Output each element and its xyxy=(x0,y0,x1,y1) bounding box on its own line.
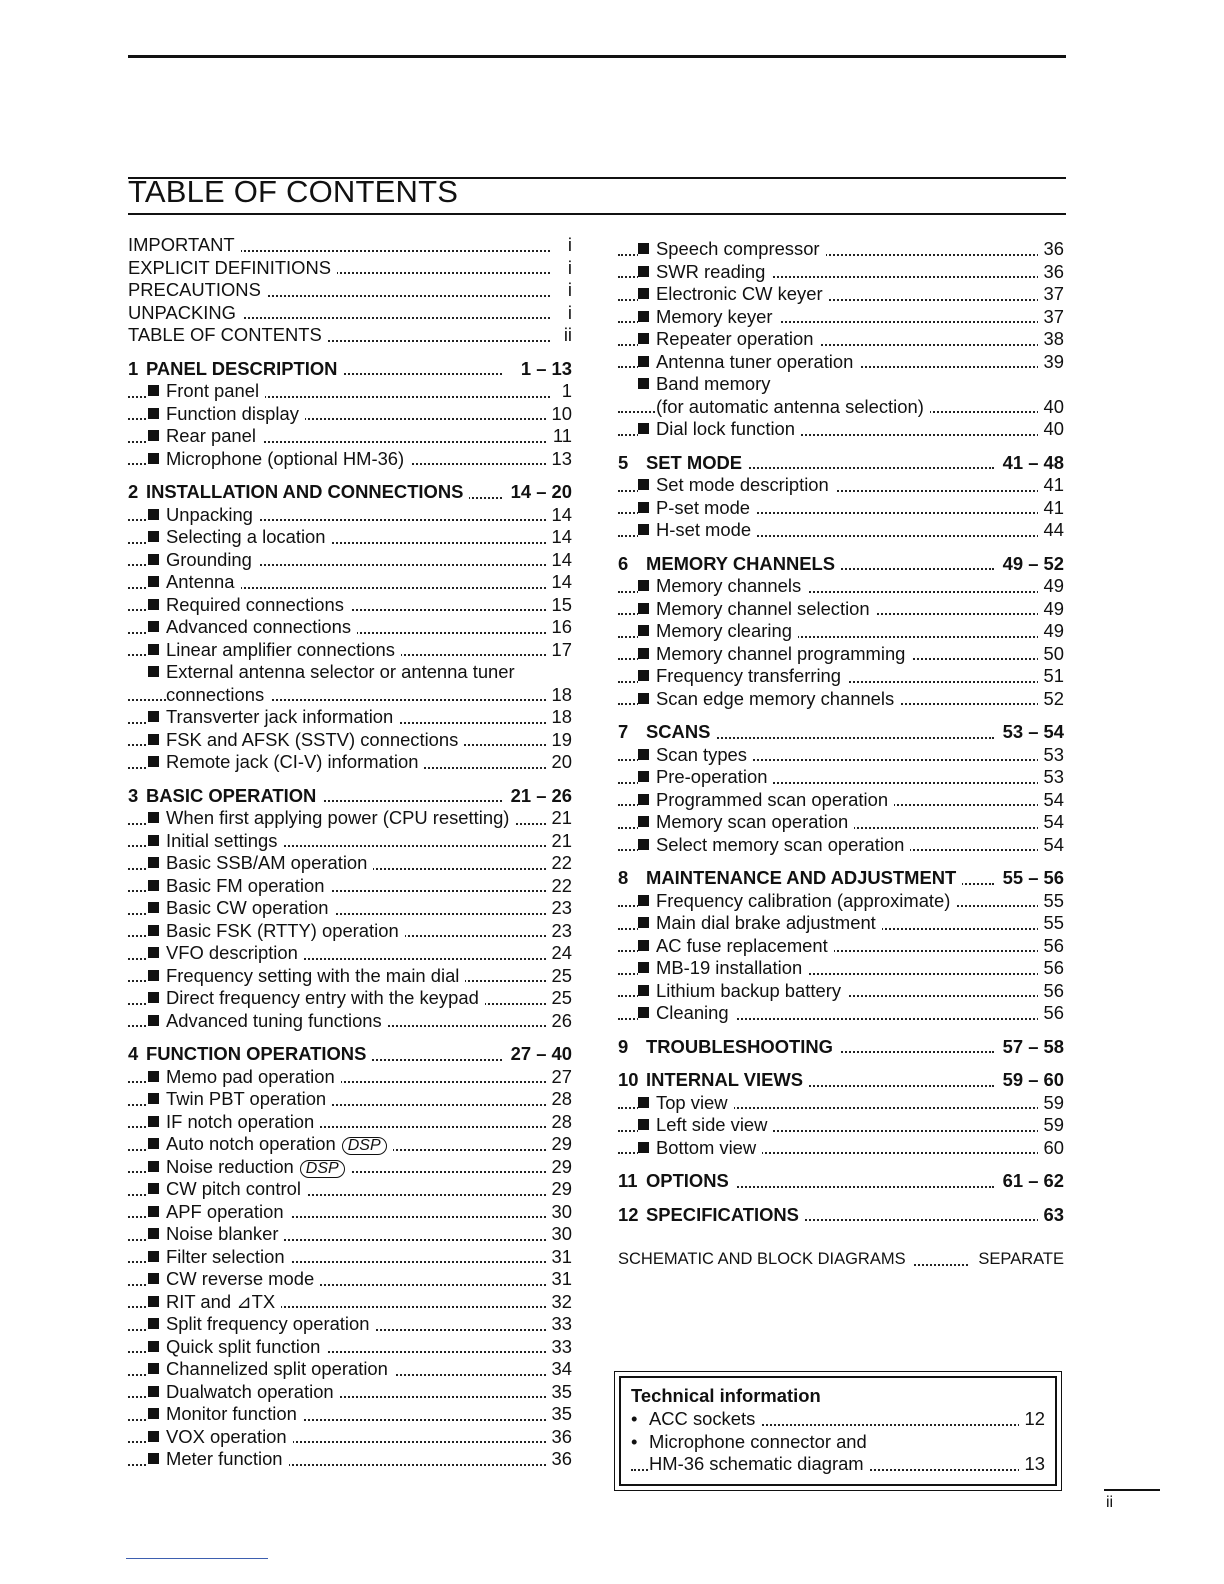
bullet-icon: • xyxy=(631,1408,638,1429)
square-bullet-icon xyxy=(638,479,649,490)
toc-entry[interactable]: Scan types 53 xyxy=(618,744,1064,767)
square-bullet-icon xyxy=(148,1318,159,1329)
section-heading-5[interactable]: 5 SET MODE 41 – 48 xyxy=(618,451,1064,473)
toc-entry[interactable]: Frequency calibration (approximate) 55 xyxy=(618,890,1064,913)
toc-entry[interactable]: CW pitch control 29 xyxy=(128,1178,572,1201)
toc-entry[interactable]: Lithium backup battery 56 xyxy=(618,980,1064,1003)
toc-entry[interactable]: IF notch operation 28 xyxy=(128,1111,572,1134)
square-bullet-icon xyxy=(148,1431,159,1442)
square-bullet-icon xyxy=(148,1296,159,1307)
toc-entry[interactable]: EXPLICIT DEFINITIONS i xyxy=(128,256,572,278)
toc-entry[interactable]: Required connections 15 xyxy=(128,594,572,617)
toc-entry[interactable]: Channelized split operation 34 xyxy=(128,1358,572,1381)
toc-entry[interactable]: Basic FSK (RTTY) operation 23 xyxy=(128,920,572,943)
square-bullet-icon xyxy=(148,621,159,632)
square-bullet-icon xyxy=(638,502,649,513)
square-bullet-icon xyxy=(148,756,159,767)
toc-entry[interactable]: PRECAUTIONS i xyxy=(128,279,572,300)
tech-entry[interactable]: • Microphone connector and xyxy=(631,1431,1045,1454)
square-bullet-icon xyxy=(148,902,159,913)
toc-entry[interactable]: RIT and ⊿TX 32 xyxy=(128,1291,572,1314)
toc-entry-continuation[interactable]: connections 18 xyxy=(128,684,572,707)
toc-entry[interactable]: Pre-operation 53 xyxy=(618,766,1064,789)
bullet-icon: • xyxy=(631,1430,638,1452)
square-bullet-icon xyxy=(638,648,649,659)
title-bottom-rule xyxy=(128,213,1066,215)
toc-entry[interactable]: Selecting a location 14 xyxy=(128,526,572,549)
dsp-badge: DSP xyxy=(342,1137,387,1155)
toc-entry[interactable]: Front panel 1 xyxy=(128,380,572,403)
square-bullet-icon xyxy=(148,554,159,565)
square-bullet-icon xyxy=(638,288,649,299)
toc-entry[interactable]: Noise reduction DSP 29 xyxy=(128,1156,572,1179)
toc-entry[interactable]: Antenna tuner operation 39 xyxy=(618,351,1064,374)
square-bullet-icon xyxy=(638,243,649,254)
toc-entry[interactable]: P-set mode 41 xyxy=(618,497,1064,520)
square-bullet-icon xyxy=(638,940,649,951)
toc-entry[interactable]: Function display 10 xyxy=(128,403,572,426)
toc-entry[interactable]: Dualwatch operation 35 xyxy=(128,1381,572,1404)
square-bullet-icon xyxy=(638,524,649,535)
technical-information-title: Technical information xyxy=(631,1385,821,1406)
toc-entry[interactable]: Scan edge memory channels 52 xyxy=(618,688,1064,711)
toc-entry[interactable]: Memory clearing 49 xyxy=(618,620,1064,643)
section-heading-1[interactable]: 1 PANEL DESCRIPTION 1 – 13 xyxy=(128,357,572,379)
square-bullet-icon xyxy=(148,509,159,520)
toc-entry[interactable]: CW reverse mode 31 xyxy=(128,1268,572,1291)
square-bullet-icon xyxy=(148,408,159,419)
toc-entry[interactable]: Rear panel 11 xyxy=(128,425,572,448)
toc-entry[interactable]: Memo pad operation 27 xyxy=(128,1066,572,1089)
toc-entry[interactable]: Advanced tuning functions 26 xyxy=(128,1010,572,1033)
square-bullet-icon xyxy=(638,378,649,389)
square-bullet-icon xyxy=(148,1408,159,1419)
section-heading-9[interactable]: 9 TROUBLESHOOTING 57 – 58 xyxy=(618,1035,1064,1057)
toc-entry[interactable]: Basic SSB/AM operation 22 xyxy=(128,852,572,875)
square-bullet-icon xyxy=(638,816,649,827)
square-bullet-icon xyxy=(148,1183,159,1194)
toc-entry[interactable]: Top view 59 xyxy=(618,1092,1064,1115)
square-bullet-icon xyxy=(148,1228,159,1239)
toc-entry[interactable]: Transverter jack information 18 xyxy=(128,706,572,729)
square-bullet-icon xyxy=(638,895,649,906)
square-bullet-icon xyxy=(638,1119,649,1130)
toc-entry[interactable]: Dial lock function 40 xyxy=(618,418,1064,441)
toc-entry[interactable]: Meter function 36 xyxy=(128,1448,572,1471)
square-bullet-icon xyxy=(148,992,159,1003)
square-bullet-icon xyxy=(638,423,649,434)
square-bullet-icon xyxy=(148,666,159,677)
square-bullet-icon xyxy=(638,839,649,850)
toc-entry[interactable]: Noise blanker 30 xyxy=(128,1223,572,1246)
toc-entry[interactable]: MB-19 installation 56 xyxy=(618,957,1064,980)
toc-entry[interactable]: Cleaning 56 xyxy=(618,1002,1064,1025)
dsp-badge: DSP xyxy=(300,1160,345,1178)
toc-entry[interactable]: TABLE OF CONTENTS ii xyxy=(128,324,572,345)
square-bullet-icon xyxy=(148,1273,159,1284)
square-bullet-icon xyxy=(638,625,649,636)
toc-entry[interactable]: Unpacking 14 xyxy=(128,504,572,527)
square-bullet-icon xyxy=(148,599,159,610)
section-heading-10[interactable]: 10 INTERNAL VIEWS 59 – 60 xyxy=(618,1069,1064,1090)
toc-entry[interactable]: Main dial brake adjustment 55 xyxy=(618,912,1064,935)
square-bullet-icon xyxy=(638,311,649,322)
square-bullet-icon xyxy=(638,962,649,973)
toc-entry[interactable]: APF operation 30 xyxy=(128,1201,572,1224)
square-bullet-icon xyxy=(148,1206,159,1217)
square-bullet-icon xyxy=(148,1453,159,1464)
toc-entry[interactable]: FSK and AFSK (SSTV) connections 19 xyxy=(128,729,572,752)
square-bullet-icon xyxy=(148,531,159,542)
toc-entry[interactable]: VOX operation 36 xyxy=(128,1426,572,1449)
front-matter-group xyxy=(128,234,572,347)
toc-entry[interactable]: Memory keyer 37 xyxy=(618,306,1064,329)
toc-entry[interactable]: Auto notch operation DSP 29 xyxy=(128,1133,572,1156)
square-bullet-icon xyxy=(148,1093,159,1104)
toc-entry[interactable]: IMPORTANT i xyxy=(128,234,572,255)
square-bullet-icon xyxy=(148,1341,159,1352)
section-heading-7[interactable]: 7 SCANS 53 – 54 xyxy=(618,721,1064,742)
square-bullet-icon xyxy=(148,430,159,441)
toc-entry[interactable]: Direct frequency entry with the keypad 25 xyxy=(128,987,572,1010)
square-bullet-icon xyxy=(638,580,649,591)
page-number-rule xyxy=(1104,1489,1160,1491)
bottom-edge-line xyxy=(126,1558,268,1559)
square-bullet-icon xyxy=(148,835,159,846)
toc-entry[interactable]: Speech compressor 36 xyxy=(618,238,1064,261)
square-bullet-icon xyxy=(638,356,649,367)
section-heading-6[interactable]: 6 MEMORY CHANNELS 49 – 52 xyxy=(618,552,1064,574)
toc-entry[interactable]: H-set mode 44 xyxy=(618,519,1064,542)
square-bullet-icon xyxy=(638,794,649,805)
toc-entry[interactable]: Select memory scan operation 54 xyxy=(618,834,1064,857)
toc-entry[interactable]: Memory channel programming 50 xyxy=(618,643,1064,666)
toc-entry[interactable]: Antenna 14 xyxy=(128,571,572,594)
toc-entry[interactable]: Initial settings 21 xyxy=(128,830,572,853)
toc-entry[interactable]: Frequency transferring 51 xyxy=(618,665,1064,688)
toc-entry[interactable]: SWR reading 36 xyxy=(618,261,1064,284)
toc-entry-continuation[interactable]: (for automatic antenna selection) 40 xyxy=(618,396,1064,419)
square-bullet-icon xyxy=(638,917,649,928)
toc-entry[interactable]: Basic FM operation 22 xyxy=(128,875,572,898)
square-bullet-icon xyxy=(148,970,159,981)
square-bullet-icon xyxy=(638,266,649,277)
square-bullet-icon xyxy=(148,1363,159,1374)
square-bullet-icon xyxy=(148,1116,159,1127)
top-rule xyxy=(128,55,1066,58)
toc-entry[interactable]: When first applying power (CPU resetting) 21 xyxy=(128,807,572,830)
square-bullet-icon xyxy=(148,453,159,464)
page-number: ii xyxy=(1106,1494,1114,1511)
toc-entry[interactable]: VFO description 24 xyxy=(128,942,572,965)
square-bullet-icon xyxy=(638,693,649,704)
square-bullet-icon xyxy=(638,670,649,681)
toc-entry[interactable]: Filter selection 31 xyxy=(128,1246,572,1269)
square-bullet-icon xyxy=(148,947,159,958)
toc-right-column xyxy=(618,238,1064,1271)
toc-entry[interactable]: Microphone (optional HM-36) 13 xyxy=(128,448,572,471)
toc-entry[interactable]: Programmed scan operation 54 xyxy=(618,789,1064,812)
square-bullet-icon xyxy=(148,1161,159,1172)
square-bullet-icon xyxy=(148,644,159,655)
toc-entry[interactable]: Repeater operation 38 xyxy=(618,328,1064,351)
toc-entry[interactable]: Remote jack (CI-V) information 20 xyxy=(128,751,572,774)
square-bullet-icon xyxy=(148,1386,159,1397)
toc-entry[interactable]: UNPACKING i xyxy=(128,301,572,323)
toc-entry[interactable]: AC fuse replacement 56 xyxy=(618,935,1064,958)
square-bullet-icon xyxy=(638,1097,649,1108)
toc-entry[interactable]: Electronic CW keyer 37 xyxy=(618,283,1064,306)
toc-entry[interactable]: Twin PBT operation 28 xyxy=(128,1088,572,1111)
toc-entry[interactable]: Advanced connections 16 xyxy=(128,616,572,639)
square-bullet-icon xyxy=(638,1007,649,1018)
toc-entry[interactable]: Bottom view 60 xyxy=(618,1137,1064,1160)
square-bullet-icon xyxy=(148,925,159,936)
square-bullet-icon xyxy=(148,1251,159,1262)
section-heading-11[interactable]: 11 OPTIONS 61 – 62 xyxy=(618,1170,1064,1191)
square-bullet-icon xyxy=(148,1015,159,1026)
toc-entry[interactable]: Memory scan operation 54 xyxy=(618,811,1064,834)
square-bullet-icon xyxy=(148,1138,159,1149)
section-heading-2[interactable]: 2 INSTALLATION AND CONNECTIONS 14 – 20 xyxy=(128,481,572,502)
square-bullet-icon xyxy=(638,771,649,782)
square-bullet-icon xyxy=(638,603,649,614)
square-bullet-icon xyxy=(638,749,649,760)
section-heading-3[interactable]: 3 BASIC OPERATION 21 – 26 xyxy=(128,784,572,806)
toc-entry[interactable]: Basic CW operation 23 xyxy=(128,897,572,920)
square-bullet-icon xyxy=(148,880,159,891)
square-bullet-icon xyxy=(638,985,649,996)
toc-entry[interactable]: Quick split function 33 xyxy=(128,1336,572,1359)
toc-entry[interactable]: Left side view 59 xyxy=(618,1114,1064,1137)
square-bullet-icon xyxy=(638,333,649,344)
toc-left-column xyxy=(128,234,572,1471)
page-title: TABLE OF CONTENTS xyxy=(128,174,459,209)
toc-entry[interactable]: Grounding 14 xyxy=(128,549,572,572)
toc-entry[interactable]: Linear amplifier connections 17 xyxy=(128,639,572,662)
toc-entry[interactable]: Memory channel selection 49 xyxy=(618,598,1064,621)
tech-entry-continuation[interactable]: HM-36 schematic diagram 13 xyxy=(631,1453,1045,1476)
toc-entry[interactable]: Memory channels 49 xyxy=(618,575,1064,598)
toc-entry[interactable]: Frequency setting with the main dial 25 xyxy=(128,965,572,988)
section-heading-4[interactable]: 4 FUNCTION OPERATIONS 27 – 40 xyxy=(128,1043,572,1064)
toc-entry[interactable]: Monitor function 35 xyxy=(128,1403,572,1426)
toc-entry[interactable]: Set mode description 41 xyxy=(618,474,1064,497)
section-heading-12[interactable]: 12 SPECIFICATIONS 63 xyxy=(618,1203,1064,1225)
square-bullet-icon xyxy=(638,1142,649,1153)
square-bullet-icon xyxy=(148,857,159,868)
toc-entry[interactable]: Split frequency operation 33 xyxy=(128,1313,572,1336)
square-bullet-icon xyxy=(148,1071,159,1082)
section-heading-8[interactable]: 8 MAINTENANCE AND ADJUSTMENT 55 – 56 xyxy=(618,867,1064,888)
square-bullet-icon xyxy=(148,734,159,745)
square-bullet-icon xyxy=(148,812,159,823)
toc-entry[interactable]: Band memory xyxy=(618,373,1064,396)
square-bullet-icon xyxy=(148,711,159,722)
technical-information-box xyxy=(614,1371,1062,1491)
toc-entry[interactable]: External antenna selector or antenna tuner xyxy=(128,661,572,684)
tech-entry[interactable]: • ACC sockets 12 xyxy=(631,1408,1045,1429)
square-bullet-icon xyxy=(148,576,159,587)
square-bullet-icon xyxy=(148,385,159,396)
schematic-entry[interactable]: SCHEMATIC AND BLOCK DIAGRAMS SEPARATE xyxy=(618,1248,1064,1271)
